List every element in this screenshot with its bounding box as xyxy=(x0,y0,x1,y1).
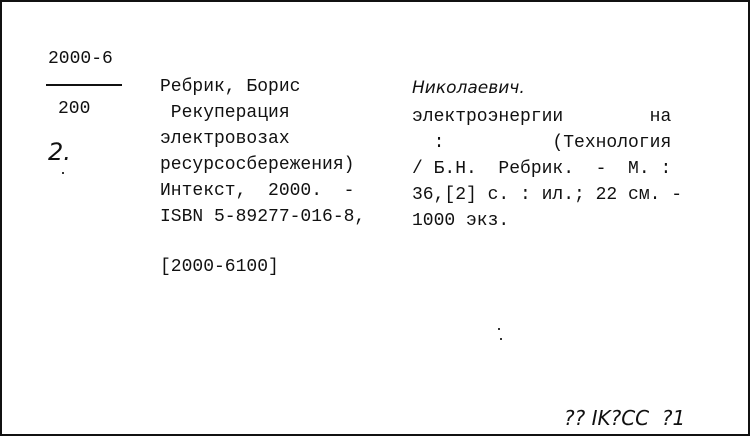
body-right-1: электроэнергии на xyxy=(412,107,672,127)
call-number-top: 2000-6 xyxy=(48,49,113,69)
call-number-divider xyxy=(46,84,122,86)
call-number-bottom: 200 xyxy=(58,99,91,119)
body-right-3: / Б.Н. Ребрик. - М. : xyxy=(412,159,672,179)
margin-speck xyxy=(62,172,64,174)
body-left-4: Интекст, 2000. - xyxy=(160,181,355,201)
author-handwritten: Николаевич. xyxy=(412,78,525,98)
handwritten-footer: ?? IK?CC ?1 xyxy=(564,406,686,430)
body-left-2: электровозах xyxy=(160,129,290,149)
author-typed: Ребрик, Борис xyxy=(160,77,301,97)
body-left-3: ресурсосбережения) xyxy=(160,155,355,175)
handwritten-margin-mark: 2. xyxy=(48,138,71,166)
record-id: [2000-6100] xyxy=(160,257,279,277)
body-left-5: ISBN 5-89277-016-8, xyxy=(160,207,366,227)
scan-speck xyxy=(500,338,502,340)
body-right-5: 1000 экз. xyxy=(412,211,510,231)
scan-speck xyxy=(498,328,500,330)
body-left-1: Рекуперация xyxy=(160,103,290,123)
body-right-2: : (Технология xyxy=(412,133,672,153)
body-right-4: 36,[2] с. : ил.; 22 см. - xyxy=(412,185,683,205)
